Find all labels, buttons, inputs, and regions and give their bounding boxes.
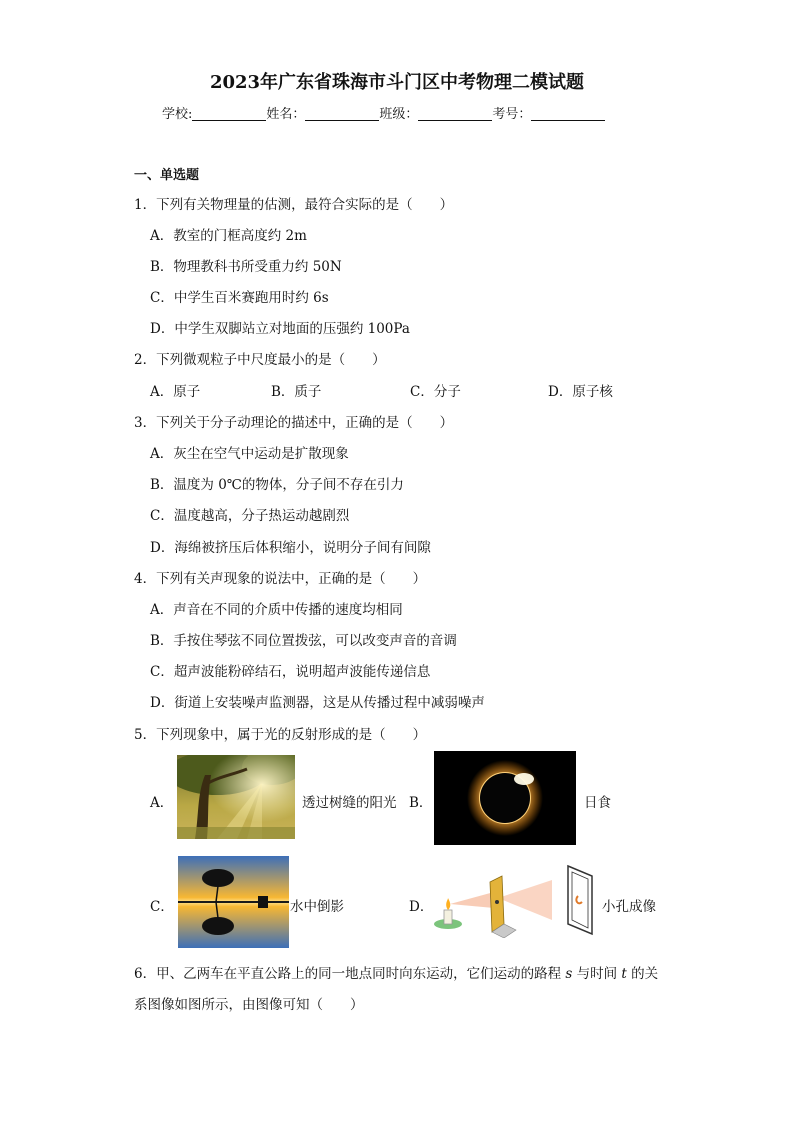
q1-option-c: C．中学生百米赛跑用时约 6s: [150, 290, 329, 306]
question-6-stem-line1: [134, 962, 658, 982]
q1-option-d: D．中学生双脚站立对地面的压强约 100Pa: [150, 321, 410, 337]
q5-option-a-caption: 透过树缝的阳光: [302, 795, 397, 811]
q5-option-b-caption: 日食: [584, 795, 611, 811]
q4-option-b: B．手按住琴弦不同位置拨弦，可以改变声音的音调: [150, 633, 457, 649]
q6-text-c: 的关: [626, 966, 659, 982]
q5-option-c-letter: C．: [150, 899, 174, 915]
q2-option-a: A．原子: [150, 384, 201, 400]
sunlight-through-trees-photo: [177, 755, 295, 839]
q1-option-b: B．物理教科书所受重力约 50N: [150, 259, 342, 275]
pinhole-imaging-diagram: [432, 862, 598, 938]
q4-option-d: D．街道上安装噪声监测器，这是从传播过程中减弱噪声: [150, 695, 485, 711]
q4-option-a: A．声音在不同的介质中传播的速度均相同: [150, 602, 403, 618]
q6-var-t: t: [621, 966, 627, 982]
q1-option-a: A．教室的门框高度约 2m: [150, 228, 307, 244]
q3-option-c: C．温度越高，分子热运动越剧烈: [150, 508, 350, 524]
question-1-stem: 1．下列有关物理量的估测，最符合实际的是（ ）: [134, 197, 454, 213]
exam-title: 2023年广东省珠海市斗门区中考物理二模试题: [209, 72, 585, 93]
q2-option-d: D．原子核: [548, 384, 613, 400]
section-heading: 一、单选题: [134, 168, 200, 183]
q2-option-c: C．分子: [410, 384, 461, 400]
solar-eclipse-photo: [434, 751, 576, 845]
q3-option-a: A．灰尘在空气中运动是扩散现象: [150, 446, 349, 462]
school-label: 学校:: [162, 107, 193, 122]
exam-no-label: 考号：: [492, 107, 532, 122]
q4-option-c: C．超声波能粉碎结石，说明超声波能传递信息: [150, 664, 431, 680]
q2-option-b: B．质子: [271, 384, 322, 400]
q5-option-d-letter: D．: [409, 899, 434, 915]
question-5-stem: 5．下列现象中，属于光的反射形成的是（ ）: [134, 727, 427, 743]
question-6-stem-line2: 系图像如图所示，由图像可知（ ）: [134, 997, 364, 1013]
q3-option-d: D．海绵被挤压后体积缩小，说明分子间有间隙: [150, 540, 431, 556]
q6-text-a: 6．甲、乙两车在平直公路上的同一地点同时向东运动，它们运动的路程: [134, 966, 566, 982]
exam-no-blank: [531, 106, 605, 121]
school-blank: [192, 106, 266, 121]
question-4-stem: 4．下列有关声现象的说法中，正确的是（ ）: [134, 571, 427, 587]
tree-reflection-photo: [178, 856, 289, 948]
q6-var-s: s: [565, 966, 573, 982]
question-2-stem: 2．下列微观粒子中尺度最小的是（ ）: [134, 352, 386, 368]
question-3-stem: 3．下列关于分子动理论的描述中，正确的是（ ）: [134, 415, 454, 431]
q6-text-b: 与时间: [572, 966, 622, 982]
name-blank: [305, 106, 379, 121]
student-info-line: [162, 103, 605, 122]
q3-option-b: B．温度为 0℃的物体，分子间不存在引力: [150, 477, 404, 493]
q5-option-b-letter: B．: [409, 795, 433, 811]
q5-option-d-caption: 小孔成像: [602, 899, 656, 915]
q5-option-a-letter: A．: [150, 795, 174, 811]
name-label: 姓名：: [266, 107, 306, 122]
q5-option-c-caption: 水中倒影: [290, 899, 344, 915]
class-label: 班级：: [379, 107, 419, 122]
class-blank: [418, 106, 492, 121]
